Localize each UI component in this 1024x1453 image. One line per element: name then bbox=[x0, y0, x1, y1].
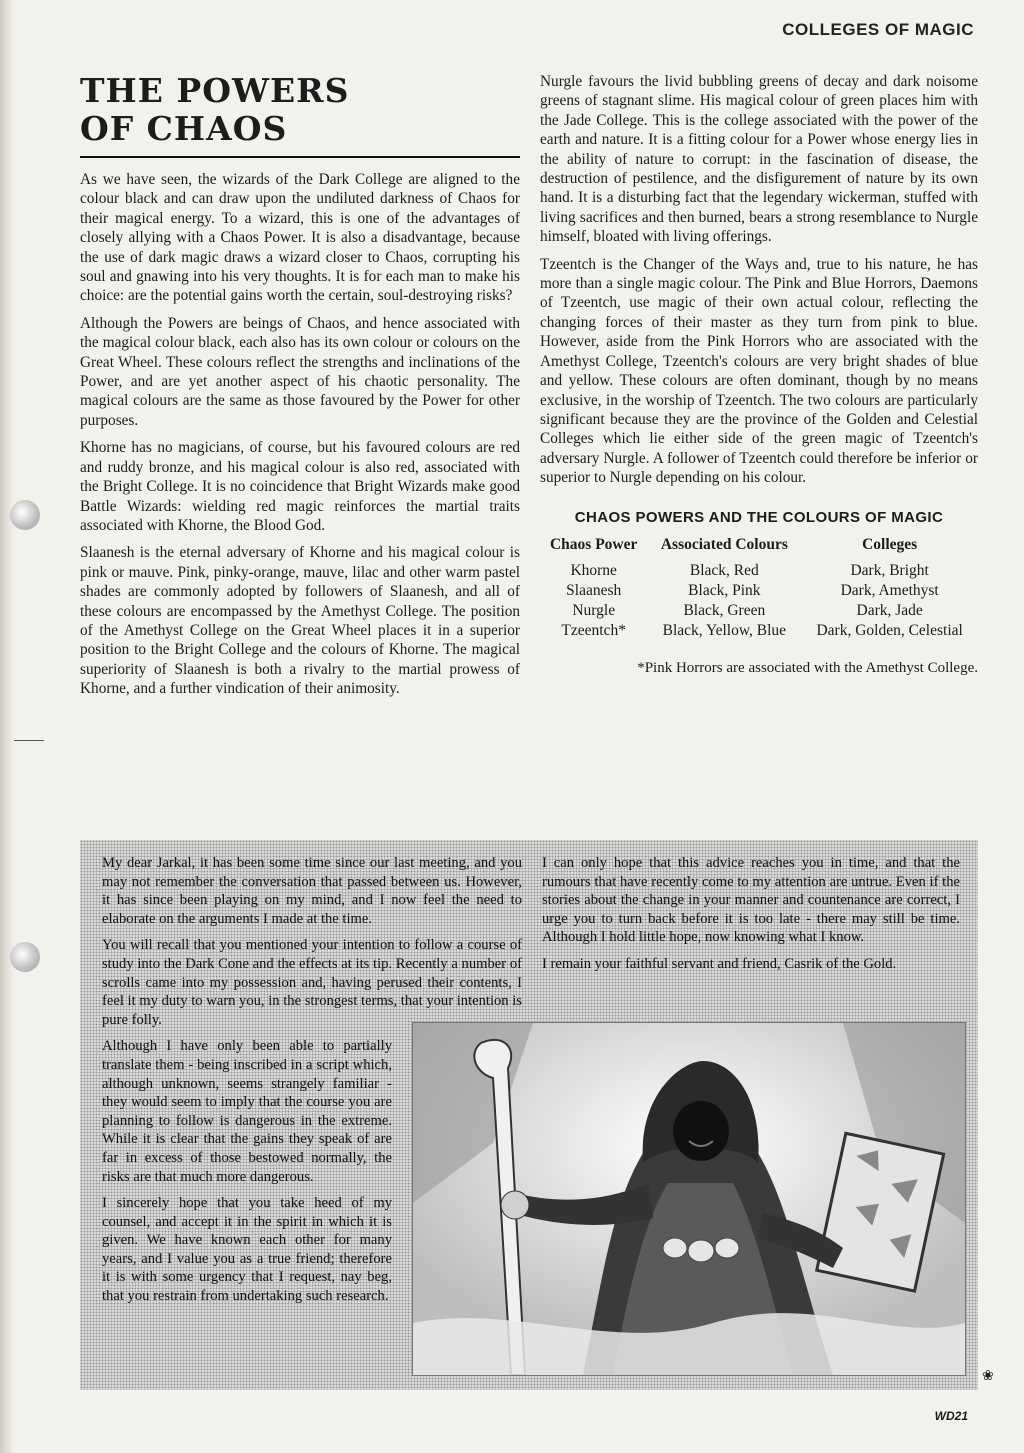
paragraph: Tzeentch is the Changer of the Ways and, true to his nature, he has more than a single magic colour. The Pink and Blue Horrors, Daemons of Tzeentch, use magic of their own actual colour, reflecting the changing forces of their master as they turn from pink to blue. However, aside from the Pink Horrors who are associated with the Amethyst College, Tzeentch's colours are very bright shades of blue and yellow. These colours are often dominant, though by no means exclusive, in the worship of Tzeentch. The two colours are particularly significant because they are the province of the Golden and Celestial Colleges which lie either side of the green magic of Tzeentch's adversary Nurgle. A follower of Tzeentch could therefore be inferior or superior to Nurgle depending on his colour. bbox=[540, 255, 978, 487]
table-row bbox=[540, 561, 978, 581]
binding-hole bbox=[10, 500, 40, 530]
letter-paragraph: I can only hope that this advice reaches you in time, and that the rumours that have recently come to my attention are untrue. Even if the stories about the change in your manner and countenance are correct, I urge you to turn back before it is too late - there may still be time. Although I hold little hope, now knowing what I know. bbox=[542, 855, 960, 946]
page-edge bbox=[0, 0, 14, 1453]
letter-paragraph: You will recall that you mentioned your intention to follow a course of study into the Dark Cone and the effects at its tip. Recently a number of scrolls came into my possession and, having perused their contents, I feel it my duty to warn you, in the strongest terms, that your intention is pure folly. bbox=[102, 937, 522, 1028]
letter-panel bbox=[80, 840, 978, 1390]
colours-table bbox=[540, 535, 978, 641]
table-row bbox=[540, 581, 978, 601]
paragraph: Although the Powers are beings of Chaos, and hence associated with the magical colour black, each also has its own colour or colours on the Great Wheel. These colours reflect the strengths and inclinations of the Power, and are yet another aspect of his chaotic personality. The magical colours are the same as those favoured by the Power for other purposes. bbox=[80, 314, 520, 429]
table-footnote: *Pink Horrors are associated with the Amethyst College. bbox=[637, 659, 978, 676]
letter-signoff: I remain your faithful servant and friend, Casrik of the Gold. bbox=[542, 955, 897, 972]
title-line: OF CHAOS bbox=[80, 109, 288, 148]
hooded-wizard-illustration bbox=[412, 1022, 966, 1376]
table-row bbox=[540, 601, 978, 621]
table-cell: Slaanesh bbox=[566, 581, 622, 599]
letter-right-column bbox=[542, 854, 960, 982]
table-cell: Dark, Golden, Celestial bbox=[816, 621, 963, 639]
letter-paragraph: Although I have only been able to partially translate them - being inscribed in a script which, although unknown, seems strangely familiar - they would seem to imply that the course you are planning to follow is dangerous in the extreme. While it is clear that the gains they speak of are far in excess of those bestowed normally, the risks are that much more dangerous. bbox=[102, 1038, 392, 1185]
paragraph: Khorne has no magicians, of course, but his favoured colours are red and ruddy bronze, and his magical colour is also red, associated with the Bright College. It is no coincidence that Bright Wizards make good Battle Wizards: wielding red magic reinforces the martial traits associated with Khorne, the Blood God. bbox=[80, 439, 520, 534]
margin-mark bbox=[14, 740, 44, 741]
binding-hole bbox=[10, 942, 40, 972]
wizard-drawing bbox=[413, 1023, 965, 1375]
table-cell: Black, Pink bbox=[688, 581, 761, 599]
publisher-mark-icon: ❀ bbox=[982, 1368, 994, 1384]
letter-paragraph: My dear Jarkal, it has been some time since our last meeting, and you may not remember the conversation that passed between us. However, it has since been playing on my mind, and I now feel the need to elaborate on the arguments I made at the time. bbox=[102, 855, 522, 927]
section-header: COLLEGES OF MAGIC bbox=[782, 20, 974, 39]
table-cell: Khorne bbox=[570, 561, 617, 579]
table-cell: Black, Red bbox=[689, 561, 759, 579]
table-cell: Tzeentch* bbox=[561, 621, 626, 639]
article-title bbox=[80, 72, 520, 158]
table-cell: Dark, Jade bbox=[856, 601, 923, 619]
table-header-row bbox=[540, 535, 978, 561]
right-column bbox=[540, 72, 978, 678]
page-number: WD21 bbox=[934, 1409, 968, 1423]
paragraph: Slaanesh is the eternal adversary of Khorne and his magical colour is pink or mauve. Pink, pinky-orange, mauve, lilac and other warm pastel shades are commonly adopted by followers of Slaanesh, and all of these colours are encompassed by the Amethyst College. The position of the Amethyst College on the Great Wheel places it in a superior position to the Bright College and the colours of Khorne. The magical superiority of Slaanesh is both a rivalry to the martial prowess of Khorne, and a further vindication of their animosity. bbox=[80, 544, 520, 698]
title-line: THE POWERS bbox=[80, 71, 350, 110]
table-cell: Dark, Amethyst bbox=[840, 581, 939, 599]
left-column bbox=[80, 170, 520, 707]
table-cell: Black, Yellow, Blue bbox=[662, 621, 787, 639]
table-cell: Nurgle bbox=[572, 601, 616, 619]
table-row bbox=[540, 621, 978, 641]
paragraph: As we have seen, the wizards of the Dark College are aligned to the colour black and can draw upon the undiluted darkness of Chaos for their magical energy. To a wizard, this is one of the advantages of closely allying with a Chaos Power. It is also a disadvantage, because the use of dark magic draws a wizard closer to Chaos, corrupting his soul and gnawing into his very thoughts. It is for each man to make his choice: are the potential gains worth the certain, soul-destroying risks? bbox=[80, 171, 520, 305]
column-header: Chaos Power bbox=[549, 535, 638, 553]
table-cell: Black, Green bbox=[683, 601, 766, 619]
column-header: Associated Colours bbox=[660, 535, 788, 553]
paragraph: Nurgle favours the livid bubbling greens of decay and dark noisome greens of stagnant slime. His magical colour of green places him with the Jade College. This is the college associated with the power of the earth and nature. It is a fitting colour for a Power whose energy lies in the ability of nature to corrupt: in the fascination of disease, the destruction of pestilence, and the disfigurement of nature by its own hand. It is a disturbing fact that the legendary wickerman, stuffed with living sacrifices and then burned, bears a strong resemblance to Nurgle himself, bloated with living offerings. bbox=[540, 73, 978, 246]
letter-paragraph: I sincerely hope that you take heed of my counsel, and accept it in the spirit in which it is given. We have known each other for many years, and I value you as a true friend; therefore it is with some urgency that I request, nay beg, that you restrain from undertaking such research. bbox=[102, 1195, 392, 1305]
table-cell: Dark, Bright bbox=[850, 561, 929, 579]
column-header: Colleges bbox=[862, 535, 918, 553]
table-title: CHAOS POWERS AND THE COLOURS OF MAGIC bbox=[574, 508, 944, 526]
